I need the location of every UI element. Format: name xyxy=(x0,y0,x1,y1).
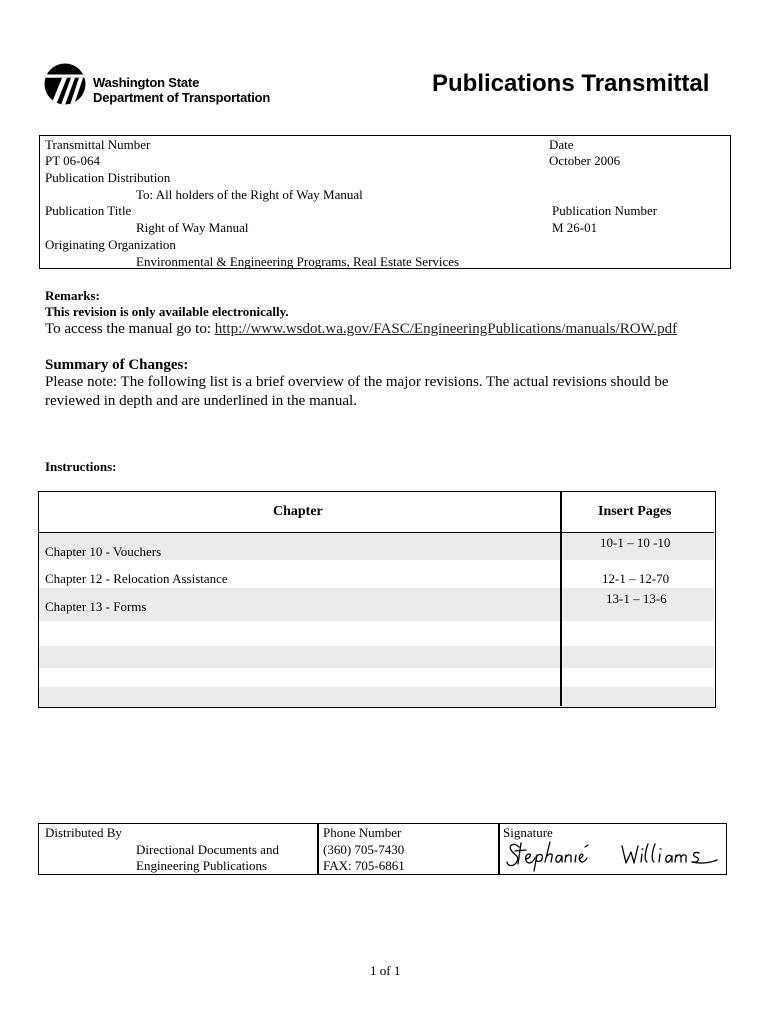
table-row-chapter: Chapter 12 - Relocation Assistance xyxy=(45,571,228,586)
fax-value: FAX: 705-6861 xyxy=(323,858,405,873)
transmittal-number-label: Transmittal Number xyxy=(45,137,151,152)
manual-link[interactable]: http://www.wsdot.wa.gov/FASC/EngineeringPublications/manuals/ROW.pdf xyxy=(214,321,678,337)
access-line xyxy=(45,321,677,338)
phone-value: (360) 705-7430 xyxy=(323,842,405,857)
column-header-chapter: Chapter xyxy=(273,504,323,519)
phone-label: Phone Number xyxy=(323,825,402,840)
table-column-divider xyxy=(560,492,562,706)
table-row-band xyxy=(39,687,714,707)
publication-title-value: Right of Way Manual xyxy=(136,220,249,235)
table-row-pages: 13-1 – 13-6 xyxy=(606,591,667,606)
page-title: Publications Transmittal xyxy=(432,70,710,97)
footer-divider xyxy=(317,824,319,874)
agency-line-1: Washington State xyxy=(93,75,200,90)
footer-divider xyxy=(498,824,500,874)
date-value: October 2006 xyxy=(549,153,621,168)
organization-label: Originating Organization xyxy=(45,237,176,252)
remarks-note: This revision is only available electronically. xyxy=(45,304,289,319)
distributed-by-line-2: Engineering Publications xyxy=(136,858,268,873)
agency-name xyxy=(93,75,270,105)
table-row-chapter: Chapter 10 - Vouchers xyxy=(45,544,162,559)
remarks-heading: Remarks: xyxy=(45,288,100,303)
publication-title-label: Publication Title xyxy=(45,203,132,218)
transmittal-number: PT 06-064 xyxy=(45,153,101,168)
column-header-insert-pages: Insert Pages xyxy=(598,504,672,519)
signature-label: Signature xyxy=(503,825,553,840)
publication-number-label: Publication Number xyxy=(552,203,658,218)
wsdot-logo-icon xyxy=(44,63,86,105)
handwritten-signature xyxy=(505,838,720,872)
summary-line-2: reviewed in depth and are underlined in the manual. xyxy=(45,393,357,409)
distributed-by-line-1: Directional Documents and xyxy=(136,842,279,857)
instructions-heading: Instructions: xyxy=(45,459,117,474)
summary-heading: Summary of Changes: xyxy=(45,357,189,373)
table-row-band xyxy=(39,646,714,668)
agency-line-2: Department of Transportation xyxy=(93,90,271,105)
access-text: To access the manual go to: xyxy=(45,321,215,337)
date-label: Date xyxy=(549,137,574,152)
table-row-chapter: Chapter 13 - Forms xyxy=(45,599,147,614)
distribution-label: Publication Distribution xyxy=(45,170,171,185)
distribution-value: To: All holders of the Right of Way Manual xyxy=(136,187,363,202)
table-row-pages: 12-1 – 12-70 xyxy=(602,571,670,586)
organization-value: Environmental & Engineering Programs, Real Estate Services xyxy=(136,254,460,269)
table-row-pages: 10-1 – 10 -10 xyxy=(600,535,671,550)
publication-number-value: M 26-01 xyxy=(552,220,598,235)
summary-line-1: Please note: The following list is a brief overview of the major revisions. The actual revisions should be xyxy=(45,374,669,390)
distributed-by-label: Distributed By xyxy=(45,825,122,840)
table-header-divider xyxy=(39,532,714,533)
page-number: 1 of 1 xyxy=(370,963,401,978)
